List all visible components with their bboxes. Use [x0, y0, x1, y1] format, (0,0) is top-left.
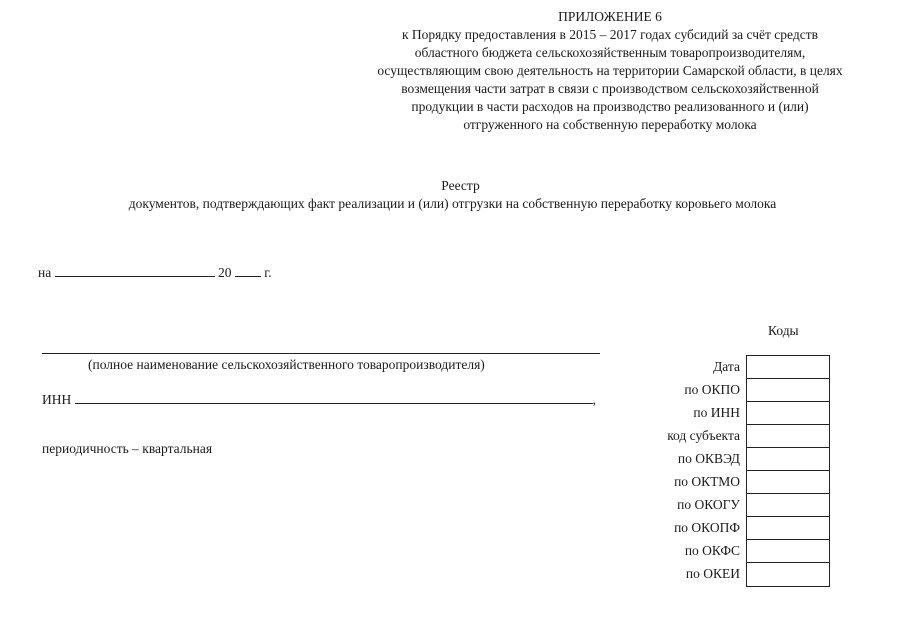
code-cell-date[interactable] — [747, 356, 829, 379]
inn-trailing-comma: , — [592, 392, 596, 407]
codes-labels — [600, 355, 740, 585]
code-label-okfs: по ОКФС — [684, 543, 740, 558]
date-prefix: на — [38, 265, 52, 280]
appendix-header — [330, 8, 890, 134]
appendix-line: отгруженного на собственную переработку молока — [463, 117, 757, 132]
code-label-okopf: по ОКОПФ — [674, 520, 740, 535]
appendix-line: областного бюджета сельскохозяйственным товаропроизводителям, — [414, 45, 806, 60]
code-cell-okogu[interactable] — [747, 494, 829, 517]
code-label-subject: код субъекта — [667, 428, 740, 443]
code-label-okved: по ОКВЭД — [677, 451, 740, 466]
code-cell-okpo[interactable] — [747, 379, 829, 402]
code-cell-okei[interactable] — [747, 563, 829, 586]
producer-name-caption: (полное наименование сельскохозяйственного товаропроизводителя) — [88, 357, 485, 372]
date-line — [38, 262, 272, 282]
appendix-line: к Порядку предоставления в 2015 – 2017 годах субсидий за счёт средств — [401, 27, 818, 42]
appendix-line: продукции в части расходов на производство реализованного и (или) — [411, 99, 809, 114]
code-label-inn: по ИНН — [693, 405, 740, 420]
code-label-okpo: по ОКПО — [684, 382, 740, 397]
registry-title: Реестр — [441, 178, 480, 193]
code-cell-inn[interactable] — [747, 402, 829, 425]
code-cell-oktmo[interactable] — [747, 471, 829, 494]
code-label-date: Дата — [713, 359, 740, 374]
code-label-okogu: по ОКОГУ — [677, 497, 740, 512]
periodicity-text: периодичность – квартальная — [42, 441, 213, 456]
inn-line — [42, 389, 596, 409]
date-year-prefix: 20 — [217, 265, 232, 280]
codes-header: Коды — [768, 323, 799, 338]
year-blank-field[interactable] — [235, 262, 261, 277]
date-suffix: г. — [264, 265, 272, 280]
registry-subtitle: документов, подтверждающих факт реализации и (или) отгрузки на собственную переработку коровьего молока — [128, 196, 777, 211]
code-label-okei: по ОКЕИ — [685, 566, 740, 581]
code-label-oktmo: по ОКТМО — [674, 474, 740, 489]
code-cell-okved[interactable] — [747, 448, 829, 471]
inn-label: ИНН — [42, 392, 72, 407]
code-cell-subject[interactable] — [747, 425, 829, 448]
appendix-line: возмещения части затрат в связи с производством сельскохозяйственной — [401, 81, 819, 96]
inn-blank-field[interactable] — [75, 389, 593, 404]
codes-table — [746, 355, 830, 587]
code-cell-okopf[interactable] — [747, 517, 829, 540]
code-cell-okfs[interactable] — [747, 540, 829, 563]
producer-name-field[interactable] — [42, 353, 600, 354]
appendix-title: ПРИЛОЖЕНИЕ 6 — [558, 9, 662, 24]
date-blank-field[interactable] — [55, 262, 215, 277]
appendix-line: осуществляющим свою деятельность на территории Самарской области, в целях — [377, 63, 843, 78]
